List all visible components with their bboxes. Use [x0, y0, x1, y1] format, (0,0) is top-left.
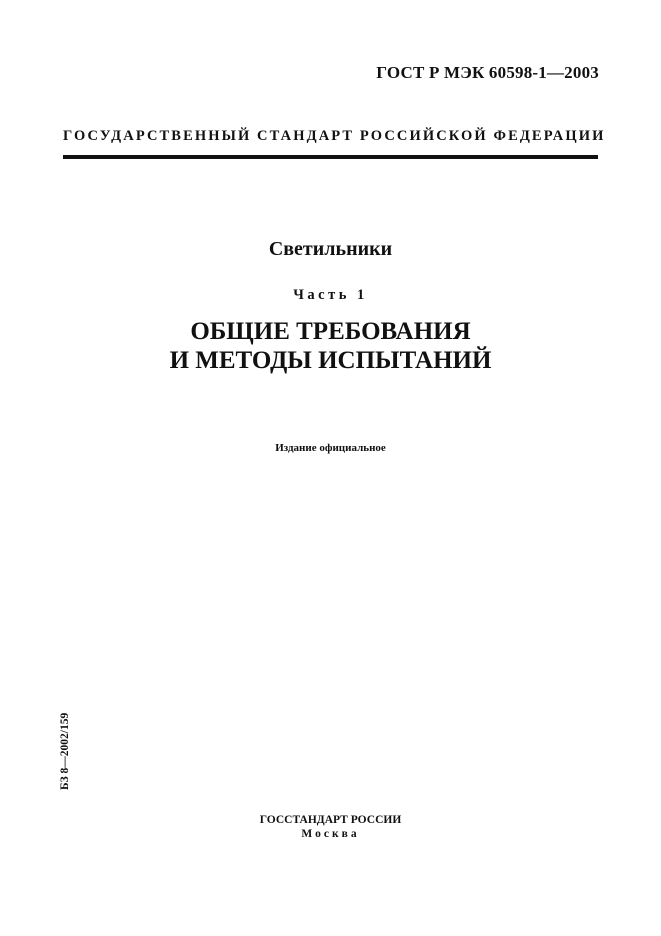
- header-divider: [63, 155, 598, 159]
- publisher-city: Москва: [301, 828, 360, 840]
- document-subtitle: [0, 317, 661, 375]
- document-part: Часть 1: [293, 287, 368, 303]
- document-title: Светильники: [268, 238, 393, 260]
- subtitle-line-1: ОБЩИЕ ТРЕБОВАНИЯ: [190, 318, 471, 345]
- document-number: ГОСТ Р МЭК 60598-1—2003: [376, 63, 599, 82]
- subtitle-line-2: И МЕТОДЫ ИСПЫТАНИЙ: [169, 347, 492, 374]
- state-standard-heading: ГОСУДАРСТВЕННЫЙ СТАНДАРТ РОССИЙСКОЙ ФЕДЕРАЦИИ: [63, 128, 606, 144]
- edition-label: Издание официальное: [275, 442, 386, 454]
- side-registration-code: БЗ 8—2002/159: [59, 712, 71, 791]
- publisher-name: ГОССТАНДАРТ РОССИИ: [259, 814, 402, 826]
